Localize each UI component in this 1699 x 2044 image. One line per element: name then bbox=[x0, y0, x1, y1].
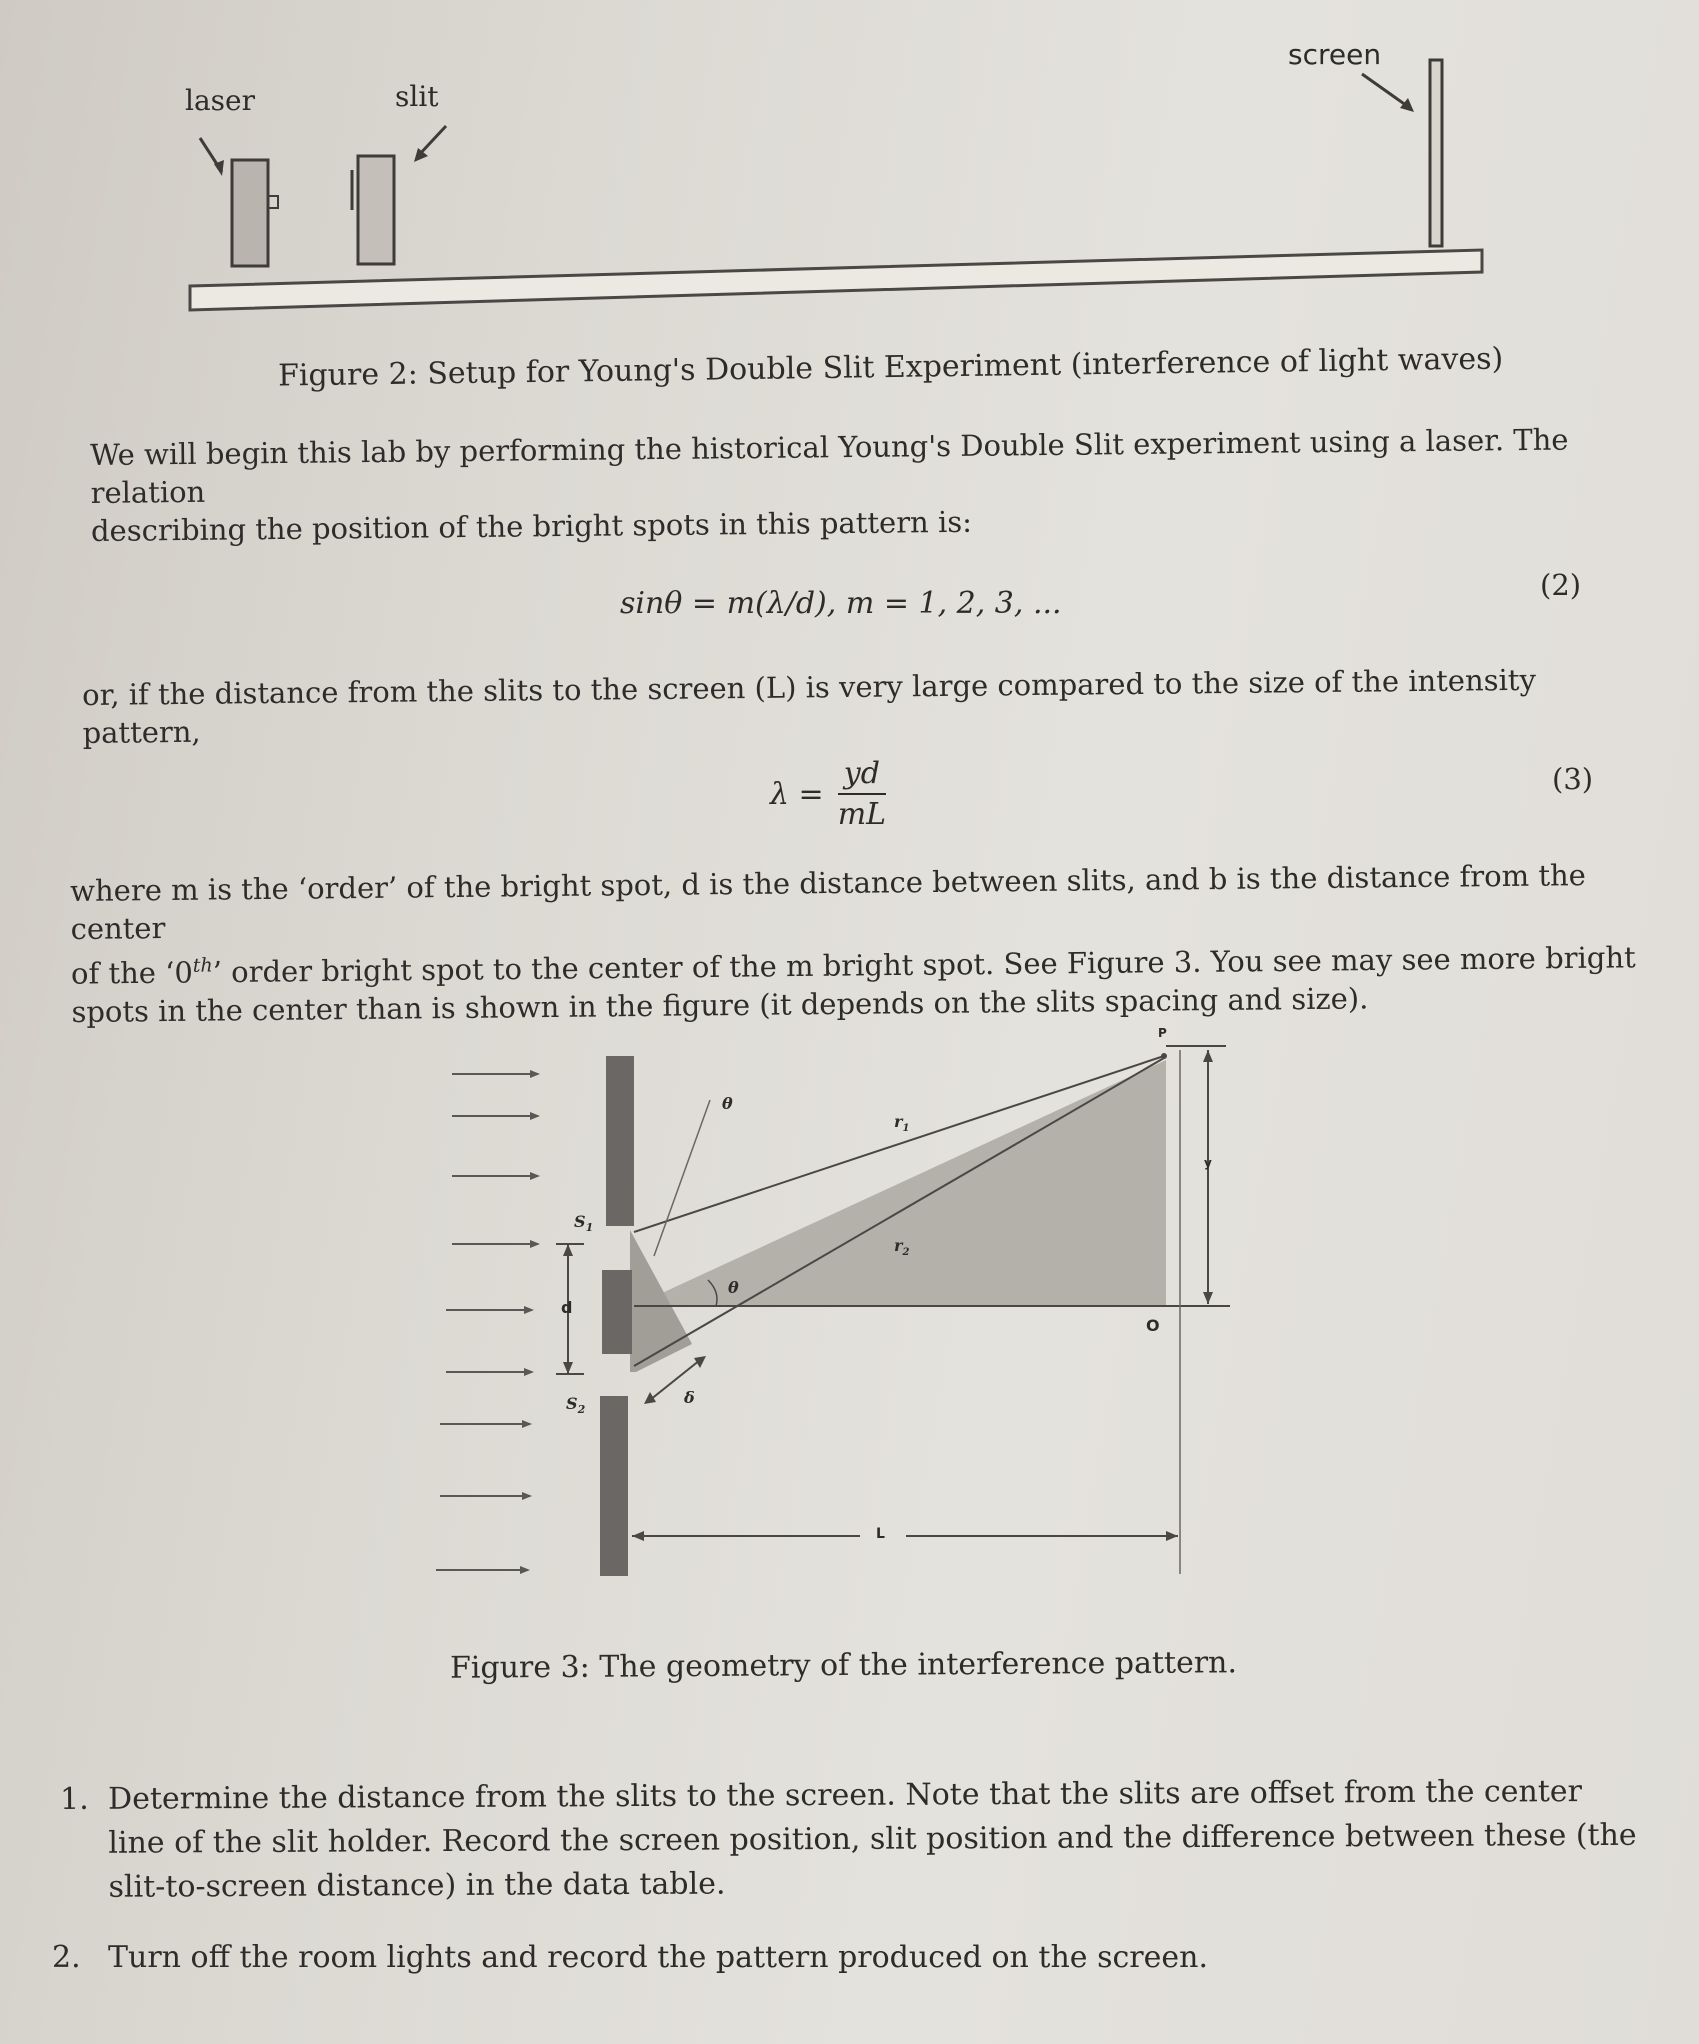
equation-3-denominator: mL bbox=[837, 797, 887, 832]
step-2-text: Turn off the room lights and record the pattern produced on the screen. bbox=[108, 1940, 1208, 1975]
barrier-bottom bbox=[600, 1396, 628, 1576]
intro-line-1: We will begin this lab by performing the historical Young's Double Slit experiment using a laser. The relation bbox=[90, 422, 1569, 510]
label-theta-mid: θ bbox=[728, 1278, 739, 1297]
laser-label: laser bbox=[185, 84, 255, 117]
where-line-1: where m is the ‘order’ of the bright spot, d is the distance between slits, and b is the distance from the center bbox=[70, 858, 1587, 946]
equation-2: sinθ = m(λ/d), m = 1, 2, 3, ... bbox=[620, 586, 1062, 621]
steps-list bbox=[52, 1774, 1670, 1980]
screen-label: screen bbox=[1288, 38, 1382, 71]
step-1-number: 1. bbox=[60, 1781, 89, 1817]
barrier-top bbox=[606, 1056, 634, 1226]
shaded-triangle bbox=[634, 1060, 1166, 1306]
equation-2-number: (2) bbox=[1540, 568, 1582, 602]
label-O: O bbox=[1146, 1316, 1160, 1335]
figure-3-caption: Figure 3: The geometry of the interference pattern. bbox=[449, 1645, 1238, 1686]
slit-label: slit bbox=[395, 80, 439, 113]
equation-3-number: (3) bbox=[1552, 762, 1594, 796]
label-delta: δ bbox=[684, 1388, 695, 1407]
equation-3-numerator: yd bbox=[838, 756, 886, 795]
label-theta-top: θ bbox=[722, 1094, 733, 1113]
intro-line-2: describing the position of the bright spots in this pattern is: bbox=[90, 504, 973, 548]
step-2 bbox=[52, 1936, 1670, 1980]
where-line-2: of the ‘0th’ order bright spot to the center of the m bright spot. See Figure 3. You see may see more bright bbox=[70, 940, 1636, 991]
theta-line bbox=[654, 1100, 710, 1256]
label-S1: $S_1$ bbox=[574, 1212, 594, 1235]
label-r2: $r_2$ bbox=[894, 1236, 910, 1259]
step-1-text: Determine the distance from the slits to the screen. Note that the slits are offset from the center line of the slit holder. Record the screen position, slit position and the difference between these (the slit-to-screen distance) in the data table. bbox=[108, 1774, 1637, 1905]
label-d: d bbox=[561, 1298, 573, 1317]
where-line-3: spots in the center than is shown in the figure (it depends on the slits spacing and size). bbox=[71, 981, 1369, 1029]
label-S2: $S_2$ bbox=[566, 1394, 586, 1417]
incident-arrowheads bbox=[520, 1070, 540, 1574]
barrier-middle bbox=[602, 1270, 632, 1354]
step-2-number: 2. bbox=[52, 1940, 81, 1975]
step-1 bbox=[60, 1770, 1671, 1910]
figure-2-caption: Figure 2: Setup for Young's Double Slit Experiment (interference of light waves) bbox=[277, 341, 1504, 394]
label-y: y bbox=[1204, 1156, 1212, 1170]
label-P: P bbox=[1158, 1026, 1167, 1040]
label-L: L bbox=[876, 1526, 885, 1542]
equation-3-lhs: λ = bbox=[770, 776, 824, 812]
or-line: or, if the distance from the slits to the screen (L) is very large compared to the size of the intensity pattern, bbox=[82, 662, 1537, 750]
label-r1: $r_1$ bbox=[894, 1112, 910, 1135]
